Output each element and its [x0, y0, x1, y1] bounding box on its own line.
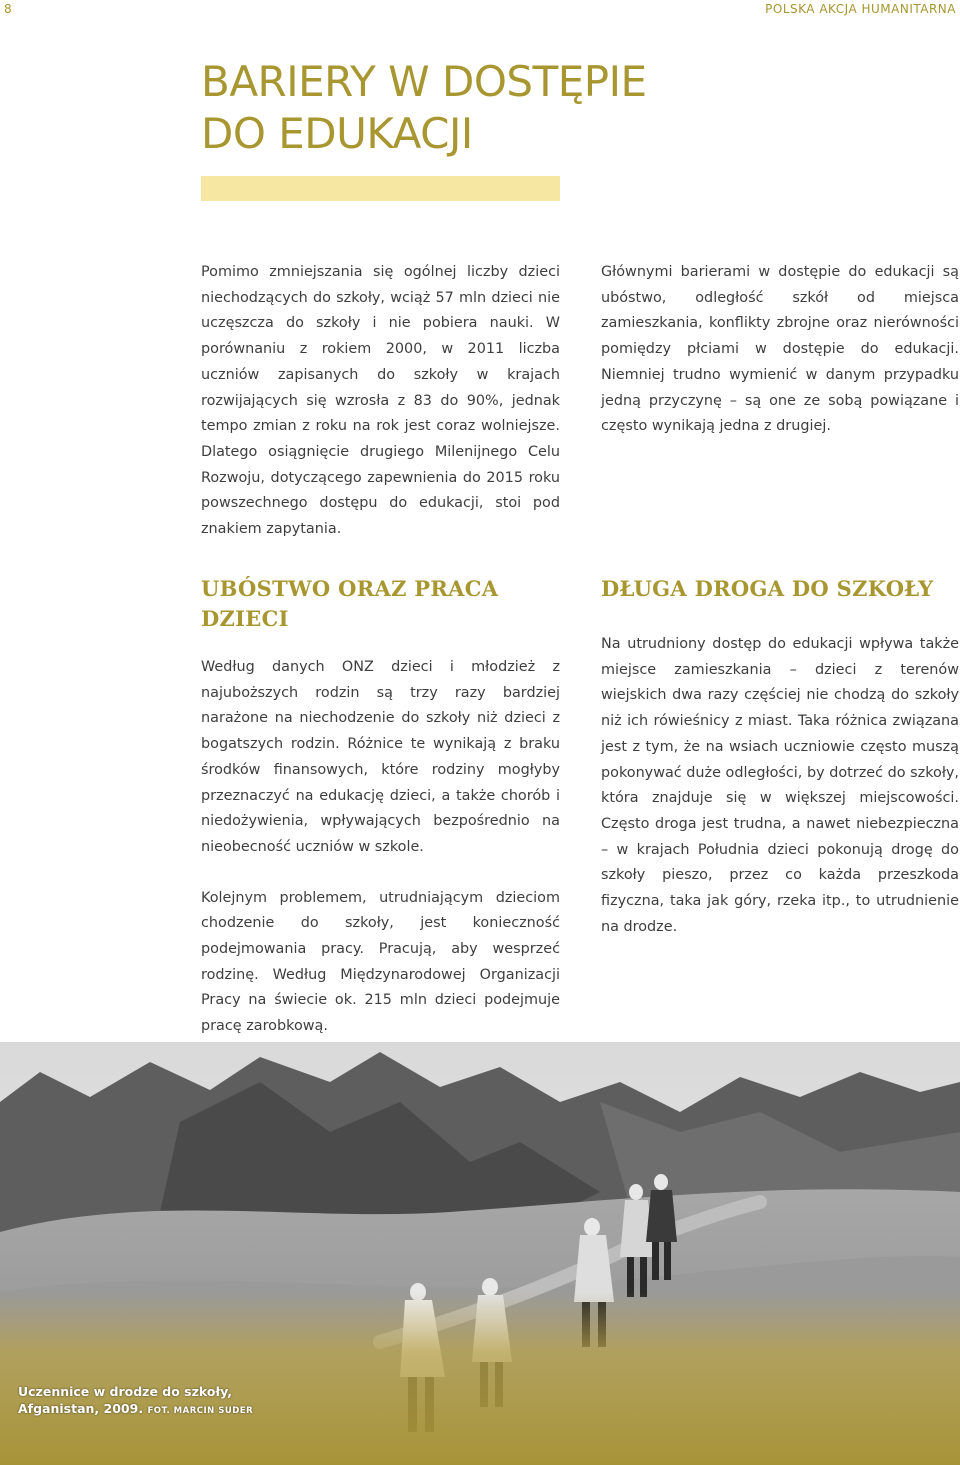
intro-right-column — [601, 260, 959, 440]
caption-line-1: Uczennice w drodze do szkoły, — [18, 1384, 233, 1399]
intro-left-paragraph: Pomimo zmniejszania się ogólnej liczby dzieci niechodzących do szkoły, wciąż 57 mln dzieci nie uczęszcza do szkoły i nie pobiera nauki. W porównaniu z rokiem 2000, w 2011 liczba uczniów zapisanych do szkoły w krajach rozwijających się wzrosła z 83 do 90%, jednak tempo zmian z roku na rok jest coraz wolniejsze. Dlatego osiągnięcie drugiego Milenijnego Celu Rozwoju, dotyczącego zapewnienia do 2015 roku powszechnego dostępu do edukacji, stoi pod znakiem zapytania. — [201, 264, 560, 538]
poverty-paragraph-2: Kolejnym problemem, utrudniającym dzieciom chodzenie do szkoły, jest konieczność podejmowania pracy. Pracują, aby wesprzeć rodzinę. Według Międzynarodowej Organizacji Pracy na świecie ok. 215 mln dzieci podejmuje pracę zarobkową. — [201, 889, 560, 1035]
title-line-2: DO EDUKACJI — [201, 109, 473, 158]
heading-poverty — [201, 574, 561, 634]
photo-gold-overlay — [0, 1292, 960, 1465]
title-line-1: BARIERY W DOSTĘPIE — [201, 57, 647, 106]
photo-credit: FOT. MARCIN SUDER — [147, 1406, 254, 1416]
page-number: 8 — [4, 2, 12, 16]
photo-caption — [18, 1383, 253, 1420]
poverty-paragraph-1: Według danych ONZ dzieci i młodzież z najuboższych rodzin są trzy razy bardziej narażone na niechodzenie do szkoły niż dzieci z bogatszych rodzin. Różnice te wynikają z braku środków finansowych, które rodziny mogłyby przeznaczyć na edukację dzieci, a także chorób i niedożywienia, wpływających bezpośrednio na nieobecność uczniów w szkole. — [201, 659, 560, 855]
poverty-column — [201, 655, 560, 1040]
header-brand: POLSKA AKCJA HUMANITARNA — [765, 2, 956, 16]
heading-distance: DŁUGA DROGA DO SZKOŁY — [601, 576, 934, 601]
intro-left-column — [201, 260, 560, 543]
heading-poverty-line-1: UBÓSTWO ORAZ PRACA — [201, 576, 499, 601]
distance-paragraph: Na utrudniony dostęp do edukacji wpływa także miejsce zamieszkania – dzieci z terenów wiejskich dwa razy częściej nie chodzą do szkoły niż ich rówieśnicy z miast. Taka różnica związana jest z tym, że na wsiach uczniowie często muszą pokonywać duże odległości, by dotrzeć do szkoły, która znajduje się w większej miejscowości. Często droga jest trudna, a nawet niebezpieczna – w krajach Południa dzieci pokonują drogę do szkoły pieszo, przez co każda przeszkoda fizyczna, taka jak góry, rzeka itp., to utrudnienie na drodze. — [601, 636, 959, 935]
intro-right-paragraph: Głównymi barierami w dostępie do edukacji są ubóstwo, odległość szkół od miejsca zamieszkania, konflikty zbrojne oraz nierówności pomiędzy płciami w dostępie do edukacji. Niemniej trudno wymienić w danym przypadku jedną przyczynę – są one ze sobą powiązane i często wynikają jedna z drugiej. — [601, 264, 959, 435]
caption-line-2: Afganistan, 2009. — [18, 1401, 144, 1416]
distance-column — [601, 632, 959, 940]
heading-poverty-line-2: DZIECI — [201, 606, 289, 631]
page-title — [201, 56, 647, 160]
title-accent-bar — [201, 176, 560, 201]
